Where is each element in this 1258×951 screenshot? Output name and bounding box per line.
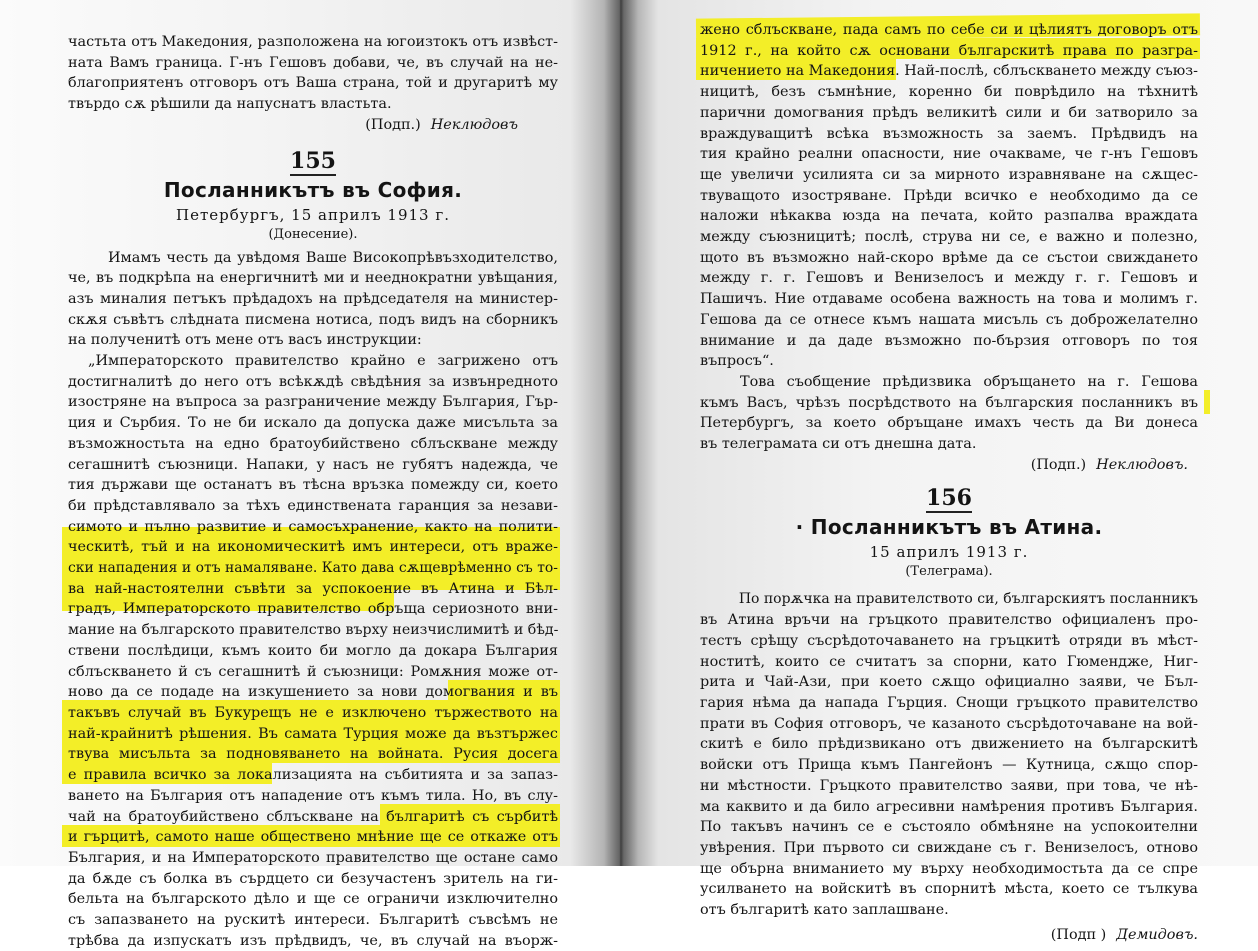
text-line: на полученитѣ отъ мене отъ васъ инструкции: bbox=[68, 332, 422, 349]
left-column bbox=[68, 32, 558, 951]
text-line: бельта на българското дѣло и ще се ограничи изключително bbox=[68, 891, 558, 908]
text-line: такъвъ случай въ Букурещъ не е изключено тържеството на bbox=[68, 704, 558, 721]
document-kind: (Телеграма). bbox=[905, 564, 993, 580]
document-kind: (Донесение). bbox=[268, 226, 358, 242]
text-line: скѫя съвѣтъ слѣдната писмена нотиса, подъ видъ на сборникъ bbox=[68, 311, 558, 328]
text-line: симото и пълно развитие и самосъхранение, както на полити- bbox=[68, 518, 558, 535]
signature-label: (Подп ) bbox=[1050, 926, 1107, 943]
text-line: между съюзницитѣ; послѣ, струва ни се, е важно и полезно, bbox=[700, 229, 1198, 246]
text-line: наложи нѣкаква юзда на печата, който разпалва враждата bbox=[700, 208, 1198, 225]
text-line: най-крайнитѣ рѣшения. Въ самата Турция може да възтържес bbox=[68, 725, 558, 742]
text-line: ноститѣ, които се считатъ за спорни, като Гюмендже, Ниг- bbox=[700, 653, 1198, 670]
text-line: чай на братоубийствено сблъскване на българитѣ съ сърбитѣ bbox=[68, 808, 558, 825]
text-line: ма каквито и да било агресивни намѣрения противъ България. bbox=[700, 798, 1198, 815]
text-line: 1912 г., на който сѫ основани българскитѣ права по разгра- bbox=[700, 42, 1198, 59]
text-line: въ Атина връчи на гръцкото правителство официаленъ про- bbox=[700, 612, 1198, 629]
text-line: скитѣ е било прѣдизвикано отъ движението на българскитѣ bbox=[700, 736, 1198, 753]
book-gutter bbox=[604, 0, 638, 866]
document-number bbox=[68, 146, 558, 176]
text-line: изостряне на въпроса за разграничение между България, Гър- bbox=[68, 394, 558, 411]
text-line: „Императорското правителство крайно е загрижено отъ bbox=[88, 353, 558, 370]
signature-name: Неклюдовъ. bbox=[1096, 456, 1188, 473]
text-line: ствени послѣдици, къмъ които би могло да докара България bbox=[68, 642, 558, 659]
signature-line bbox=[700, 925, 1198, 946]
text-line: Петербургъ, за което обръщане имахъ честь да Ви донеса bbox=[700, 415, 1198, 432]
text-line: твува мисъльта за подновяването на войната. Русия досега bbox=[68, 746, 558, 763]
document-title: Посланникътъ въ София. bbox=[163, 177, 463, 202]
text-line: трѣбва да изпускатъ изъ прѣдвидъ, че, въ случай на въорж- bbox=[68, 932, 558, 949]
text-line: ни мѣстности. Гръцкото правителство заяви, при това, че нѣ- bbox=[700, 777, 1198, 794]
text-line: въпросъ“. bbox=[700, 353, 774, 370]
text-line: парични домогвания прѣдъ великитѣ сили и би затворило за bbox=[700, 104, 1198, 121]
text-line: е правила всичко за локализацията на събитията и за запаз- bbox=[68, 767, 558, 784]
text-line: увѣрения. При първото си свиждане съ г. Венизелосъ, отново bbox=[700, 839, 1198, 856]
text-line: тия крайно реални опасности, ние очакваме, че г-нъ Гешовъ bbox=[700, 146, 1198, 163]
right-column bbox=[700, 20, 1198, 945]
left-page bbox=[0, 0, 620, 949]
text-line: тия държави ще останатъ въ тѣсна връзка помежду си, което bbox=[68, 477, 558, 494]
text-line: сблъскването й съ сегашнитѣ й съюзници: Ромѫния може от- bbox=[68, 663, 558, 680]
text-line: възможностьта на едно братоубийствено сблъскване между bbox=[68, 435, 558, 452]
text-line: ничението на Македония. Най-послѣ, сблъскването между съюз- bbox=[700, 63, 1198, 80]
text-line: между г. г. Гешовъ и Венизелосъ и между г. г. Гешовъ и bbox=[700, 270, 1198, 287]
text-line: ва най-настоятелни съвѣти за успокоение въ Атина и Бѣл- bbox=[68, 580, 558, 597]
signature-line bbox=[700, 455, 1198, 476]
text-line: Гешова да се отнесе къмъ нашата мисъль съ доброжелателно bbox=[700, 311, 1198, 328]
text-line: гария нѣма да напада Гърция. Снощи гръцкото правителство bbox=[700, 694, 1198, 711]
text-line: ция и Сърбия. То не би искало да допуска даже мисъльта за bbox=[68, 415, 558, 432]
text-line: Имамъ честь да увѣдомя Ваше Високопрѣвъзходителство, bbox=[108, 249, 558, 266]
text-line: войски отъ Прища къмъ Пангейонъ — Кутница, сѫщо спор- bbox=[700, 757, 1198, 774]
text-line: ческитѣ, тъй и на икономическитѣ имъ интереси, отъ враже- bbox=[68, 539, 558, 556]
text-line: жено сблъскване, пада самъ по себе си и цѣлиятъ договоръ отъ bbox=[700, 22, 1198, 38]
document-number-text: 155 bbox=[290, 147, 336, 174]
document-number-text: 156 bbox=[926, 485, 972, 512]
signature-line bbox=[68, 115, 558, 136]
text-line: ново да се подаде на изкушението за нови домогвания и въ bbox=[68, 684, 558, 701]
text-line: съ запазването на рускитѣ интереси. Българитѣ съвсѣмъ не bbox=[68, 912, 558, 929]
document-place-date: Петербургъ, 15 априлъ 1913 г. bbox=[176, 205, 450, 224]
text-line: ницитѣ, безъ съмнѣние, коренно би поврѣдило на тѣхнитѣ bbox=[700, 84, 1198, 101]
text-line: ще увеличи усилията си за мирното изравняване на сѫщес- bbox=[700, 166, 1198, 183]
text-line: благоприятенъ отговоръ отъ Ваша страна, той и другаритѣ му bbox=[68, 75, 558, 92]
text-line: въ телеграмата си отъ днешна дата. bbox=[700, 436, 977, 453]
text-line: азъ миналия петъкъ прѣдадохъ на прѣдседателя на министер- bbox=[68, 290, 558, 307]
text-line: твуващото изостряване. Прѣди всичко е необходимо да се bbox=[700, 187, 1198, 204]
text-line: отъ българитѣ като заплашване. bbox=[700, 902, 949, 919]
text-line: ването на България отъ нападение отъ къмъ тила. Но, въ слу- bbox=[68, 787, 558, 804]
text-line: би прѣдставлявало за тѣхъ единствената гаранция за незави- bbox=[68, 497, 558, 514]
text-line: че, въ подкрѣпа на енергичнитѣ ми и нееднократни увѣщания, bbox=[68, 270, 558, 287]
signature-name: Демидовъ. bbox=[1116, 926, 1198, 943]
text-line: По порѫчка на правителството си, българскиятъ посланникъ bbox=[738, 591, 1199, 608]
text-line: България, и на Императорското правителство ще остане само bbox=[68, 849, 558, 866]
text-line: По такъвъ начинъ се е състояло обмѣняне на успокоителни bbox=[700, 819, 1198, 836]
text-line: къмъ Васъ, чрѣзъ посрѣдството на българския посланникъ въ bbox=[700, 394, 1198, 411]
text-line: достигналитѣ до него отъ всѣкѫдѣ свѣдѣния за извънредното bbox=[68, 373, 558, 390]
signature-name: Неклюдовъ bbox=[430, 116, 518, 133]
text-line: внимание и да даде възможно по-бързия отговоръ по тоя bbox=[700, 332, 1198, 349]
highlight-mark bbox=[1204, 390, 1210, 414]
document-number bbox=[700, 483, 1198, 513]
text-line: мание на българското правителство върху неизчислимитѣ и бѣд- bbox=[68, 622, 559, 639]
document-date: 15 априлъ 1913 г. bbox=[869, 543, 1029, 562]
text-line: да бѫде съ болка въ сърдцето си безучастенъ зритель на ги- bbox=[68, 870, 558, 887]
text-line: ще обърна вниманието му върху необходимостьта да се спре bbox=[700, 860, 1198, 877]
text-line: ски нападения и отъ намаляване. Като дава сѫщеврѣменно съ то- bbox=[68, 560, 558, 577]
text-line: щото въ възможно най-скоро врѣме да се състои свиждането bbox=[700, 249, 1198, 266]
text-line: Това съобщение прѣдизвика обръщането на г. Гешова bbox=[740, 373, 1198, 390]
text-line: враждуващитѣ всѣка възможность за заемъ. Прѣдвидъ на bbox=[700, 125, 1198, 142]
text-line: сегашнитѣ съюзници. Напаки, у насъ не губятъ надежда, че bbox=[68, 456, 558, 473]
text-line: рита и Чай-Ази, при което сѫщо официално заяви, че Бъл- bbox=[700, 674, 1198, 691]
document-title: · Посланникътъ въ Атина. bbox=[795, 515, 1103, 540]
text-line: прати въ София отговоръ, че казаното съсрѣдоточаване на вой- bbox=[700, 715, 1198, 732]
text-line: ната Вамъ граница. Г-нъ Гешовъ добави, че, въ случай на не- bbox=[68, 54, 558, 71]
signature-label: (Подп.) bbox=[1030, 456, 1087, 473]
right-page bbox=[620, 0, 1258, 943]
text-line: Пашичъ. Ние отдаваме особена важность на това и молимъ г. bbox=[700, 291, 1198, 308]
text-line: усилването на войскитѣ въ спорнитѣ мѣста, което се тълкува bbox=[700, 881, 1198, 898]
text-line: частьта отъ Македония, разположена на югоизтокъ отъ извѣст- bbox=[68, 34, 558, 50]
text-line: и гърцитѣ, самото наше обществено мнѣние ще се откаже отъ bbox=[68, 829, 558, 846]
text-line: тестъ срѣщу съсрѣдоточаването на гръцкитѣ отряди въ мѣст- bbox=[700, 632, 1198, 649]
signature-label: (Подп.) bbox=[365, 116, 421, 133]
text-line: градъ, Императорското правителство обръща сериозното вни- bbox=[68, 601, 558, 618]
text-line: твърдо сѫ рѣшили да напуснатъ властьта. bbox=[68, 96, 392, 113]
